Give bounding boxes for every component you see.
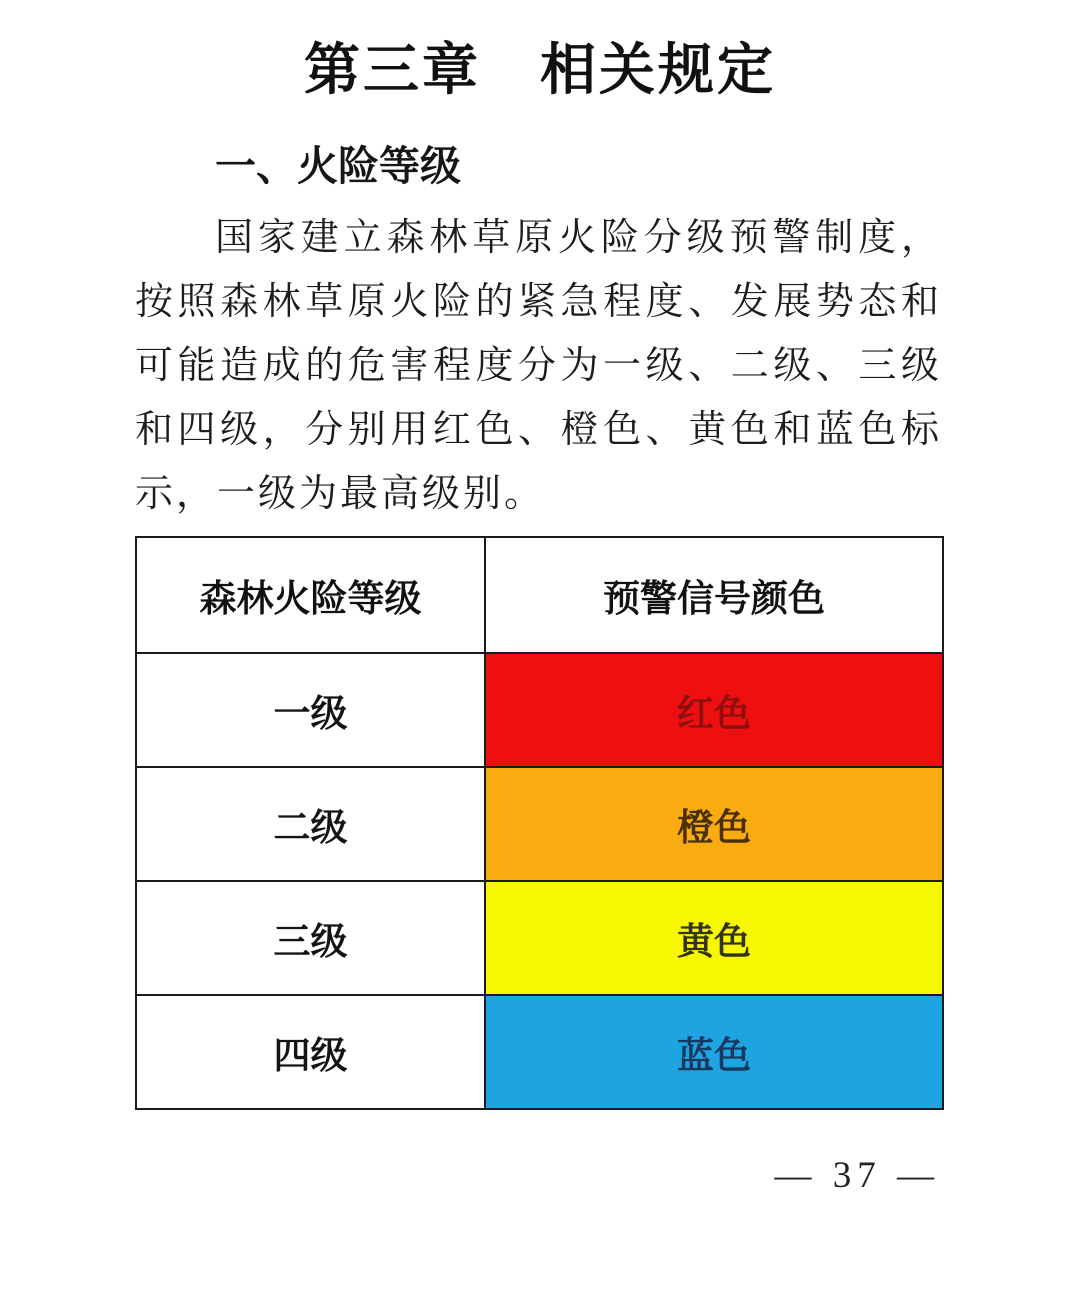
body-paragraph: 国家建立森林草原火险分级预警制度，按照森林草原火险的紧急程度、发展势态和可能造成的危害程度分为一级、二级、三级和四级，分别用红色、橙色、黄色和蓝色标示，一级为最高级别。 — [135, 217, 942, 515]
fire-level-cell: 三级 — [136, 881, 485, 995]
table-row — [136, 995, 943, 1109]
table-row — [136, 653, 943, 767]
table-header-signal-color: 预警信号颜色 — [485, 537, 943, 653]
signal-color-cell-blue: 蓝色 — [485, 995, 943, 1109]
section-heading: 一、火险等级 — [215, 143, 461, 189]
fire-level-cell: 四级 — [136, 995, 485, 1109]
content-area — [0, 140, 1080, 1110]
page-number: — 37 — — [774, 1155, 940, 1196]
chapter-title: 第三章 相关规定 — [304, 40, 776, 102]
signal-color-cell-orange: 橙色 — [485, 767, 943, 881]
fire-level-cell: 二级 — [136, 767, 485, 881]
fire-danger-table — [135, 536, 944, 1110]
signal-color-cell-yellow: 黄色 — [485, 881, 943, 995]
table-header-fire-level: 森林火险等级 — [136, 537, 485, 653]
table-row — [136, 767, 943, 881]
table-header-row — [136, 537, 943, 653]
table-row — [136, 881, 943, 995]
fire-level-cell: 一级 — [136, 653, 485, 767]
signal-color-cell-red: 红色 — [485, 653, 943, 767]
